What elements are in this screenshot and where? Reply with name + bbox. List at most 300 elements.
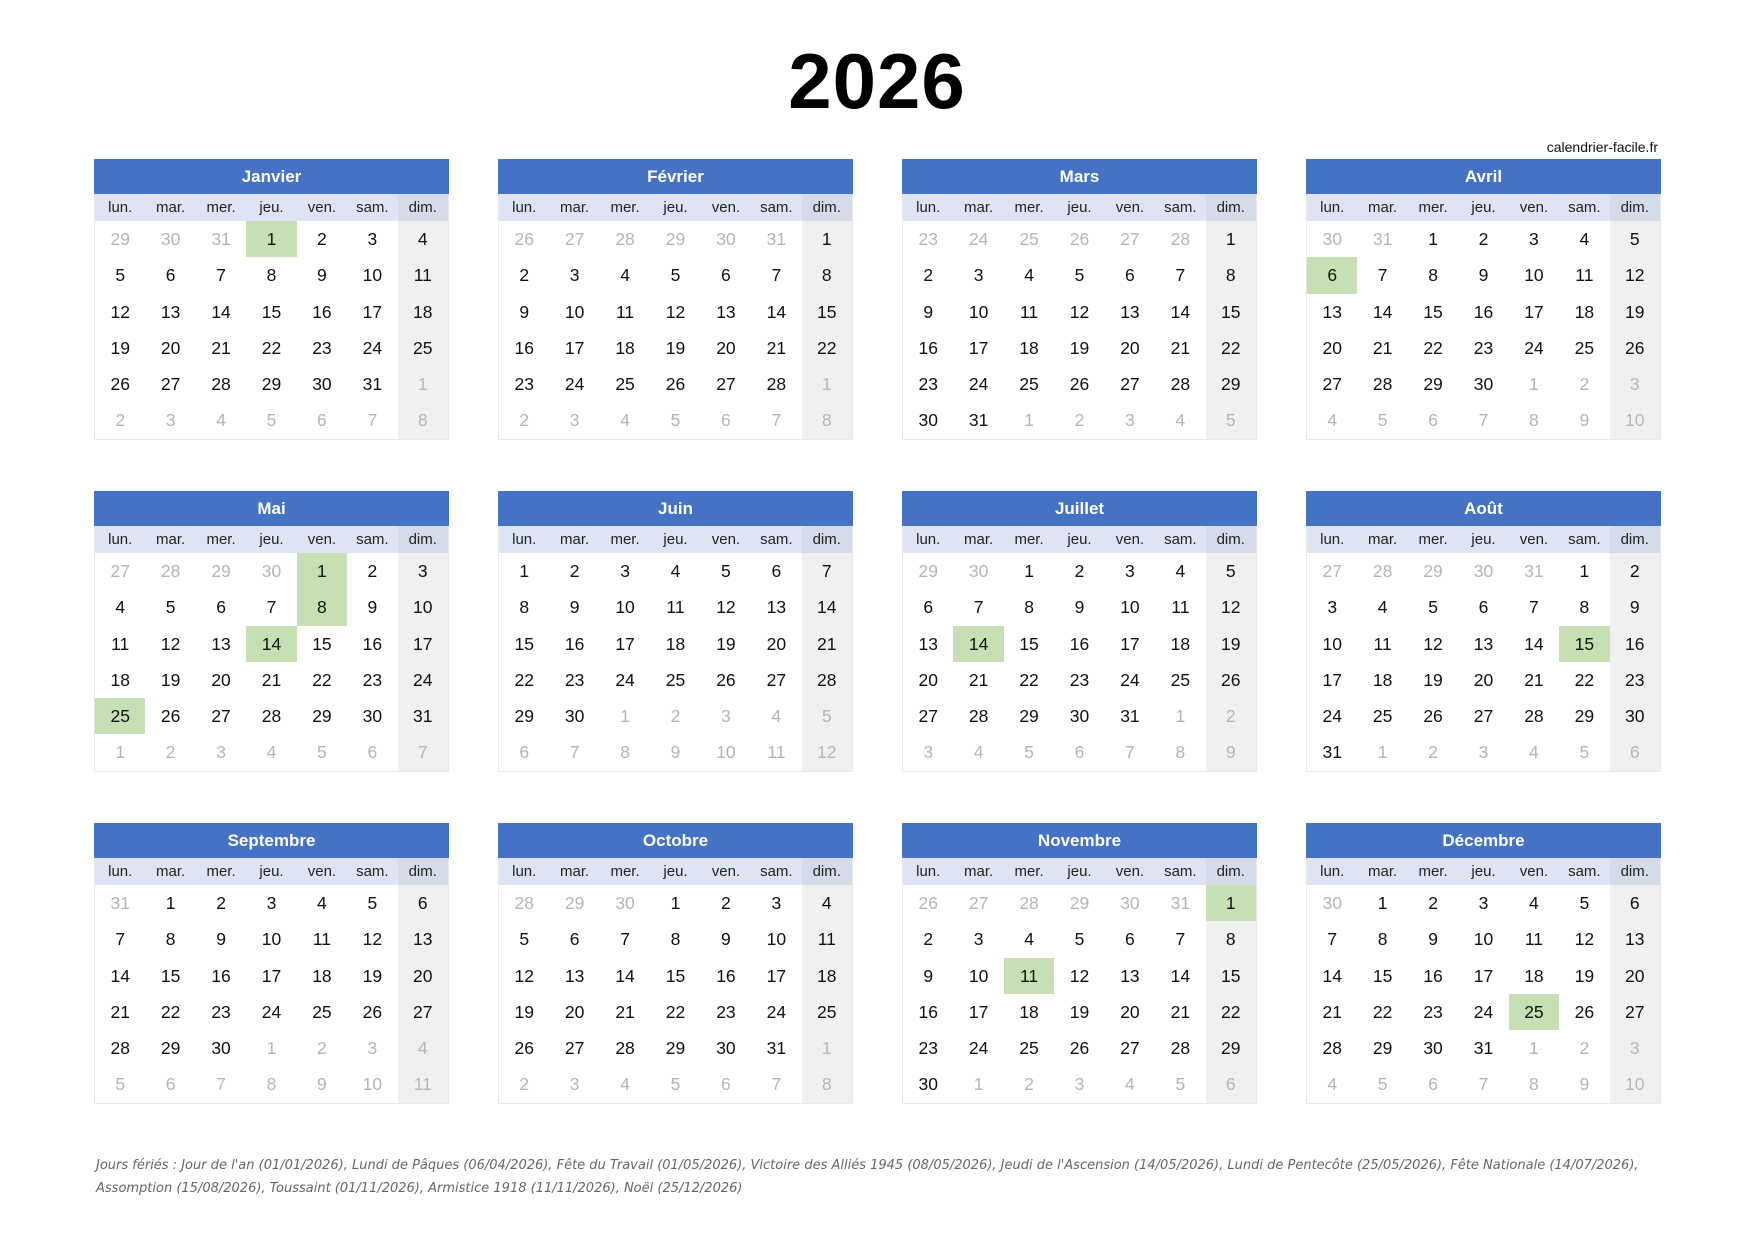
- day-cell: 1: [1206, 221, 1256, 257]
- month-name: Juillet: [902, 491, 1257, 526]
- day-cell: 7: [1377, 265, 1388, 286]
- day-cell: 7: [1175, 265, 1186, 286]
- day-cell: 1: [1428, 229, 1438, 249]
- day-cell: 10: [615, 597, 635, 618]
- day-cell: 16: [211, 965, 231, 986]
- day-cell: 12: [362, 929, 383, 950]
- day-cell: 20: [564, 1001, 585, 1022]
- day-cell: 28: [1170, 1038, 1191, 1059]
- weekday-header: ven.: [1105, 194, 1155, 221]
- day-cell-other-month: 4: [398, 1030, 448, 1066]
- day-cell: 2: [367, 561, 378, 581]
- day-cell-other-month: 1: [398, 366, 448, 402]
- day-cell: 2: [1610, 553, 1660, 589]
- weekday-header: sam.: [347, 526, 397, 553]
- day-cell: 9: [1428, 929, 1438, 950]
- day-cell: 13: [211, 633, 231, 654]
- day-cell: 25: [665, 669, 686, 690]
- day-cell-other-month: 7: [1478, 410, 1489, 431]
- day-cell-other-month: 1: [620, 706, 630, 727]
- day-cell: 29: [1019, 706, 1039, 727]
- weekday-header: dim.: [1610, 858, 1660, 885]
- day-cell: 8: [1579, 597, 1590, 618]
- day-cell: 11: [312, 929, 331, 950]
- day-cell: 12: [110, 301, 130, 322]
- day-cell-other-month: 27: [1120, 229, 1140, 249]
- day-cell: 8: [266, 265, 277, 286]
- day-cell: 21: [802, 626, 852, 662]
- month-name: Août: [1306, 491, 1661, 526]
- day-cell-other-month: 7: [398, 734, 448, 770]
- day-cell: 2: [1074, 561, 1085, 581]
- day-cell: 8: [1024, 597, 1034, 618]
- weekday-header: sam.: [1559, 858, 1609, 885]
- day-cell: 9: [923, 965, 934, 986]
- day-cell: 3: [398, 553, 448, 589]
- day-cell: 21: [766, 337, 787, 358]
- day-cell: 22: [261, 337, 282, 358]
- day-cell: 13: [1322, 301, 1342, 322]
- day-cell: 14: [802, 589, 852, 625]
- day-cell: 12: [1423, 633, 1443, 654]
- day-cell-other-month: 29: [211, 561, 231, 581]
- day-cell-other-month: 8: [1175, 742, 1186, 763]
- month-name: Octobre: [498, 823, 853, 858]
- day-cell: 4: [398, 221, 448, 257]
- day-cell-other-month: 31: [766, 229, 787, 249]
- month-name: Janvier: [94, 159, 449, 194]
- day-cell-other-month: 27: [564, 229, 585, 249]
- day-cell: 3: [973, 929, 984, 950]
- day-cell-other-month: 6: [1206, 1066, 1256, 1102]
- weekday-header: mer.: [196, 526, 246, 553]
- month-11: [902, 823, 1257, 1104]
- day-cell: 25: [802, 994, 852, 1030]
- month-2: [498, 159, 853, 440]
- day-cell: 15: [160, 965, 181, 986]
- weekday-header: sam.: [751, 194, 801, 221]
- weekday-header: mer.: [1004, 858, 1054, 885]
- day-cell: 16: [716, 965, 736, 986]
- weekday-header: mar.: [1357, 526, 1407, 553]
- weekday-header: sam.: [1559, 194, 1609, 221]
- weekday-header: ven.: [701, 194, 751, 221]
- weekday-header: mer.: [196, 858, 246, 885]
- day-cell: 23: [918, 1038, 938, 1059]
- day-cell: 15: [802, 294, 852, 330]
- month-name: Mai: [94, 491, 449, 526]
- day-cell-other-month: 26: [1069, 229, 1090, 249]
- day-cell: 31: [1322, 742, 1342, 763]
- weekday-header: jeu.: [1458, 194, 1508, 221]
- day-cell: 4: [802, 885, 852, 921]
- weekday-header: mer.: [1408, 526, 1458, 553]
- month-name: Novembre: [902, 823, 1257, 858]
- day-cell-other-month: 28: [615, 229, 635, 249]
- day-cell-other-month: 1: [973, 1074, 984, 1095]
- day-cell-other-month: 9: [1206, 734, 1256, 770]
- day-cell-other-month: 1: [802, 366, 852, 402]
- day-cell-other-month: 3: [923, 742, 934, 763]
- day-cell: 16: [918, 337, 938, 358]
- day-cell-other-month: 8: [1529, 1074, 1539, 1095]
- day-cell: 25: [1170, 669, 1191, 690]
- day-cell: 15: [1206, 294, 1256, 330]
- weekday-header: mer.: [1408, 194, 1458, 221]
- day-cell: 26: [1069, 374, 1090, 395]
- day-cell: 4: [670, 561, 681, 581]
- day-cell: 13: [716, 301, 736, 322]
- weekday-header: jeu.: [246, 858, 296, 885]
- day-cell: 23: [1610, 662, 1660, 698]
- day-cell: 14: [615, 965, 635, 986]
- day-cell: 10: [362, 265, 383, 286]
- weekday-header: dim.: [802, 194, 852, 221]
- day-cell: 24: [261, 1001, 282, 1022]
- day-cell: 28: [1170, 374, 1191, 395]
- day-cell: 15: [514, 633, 534, 654]
- month-grid: [1306, 858, 1661, 1104]
- day-cell-other-month: 4: [973, 742, 984, 763]
- day-cell: 2: [1428, 893, 1438, 913]
- weekday-header: jeu.: [1054, 526, 1104, 553]
- day-cell: 6: [216, 597, 226, 618]
- weekday-header: ven.: [1105, 858, 1155, 885]
- day-cell: 24: [1524, 337, 1544, 358]
- day-cell-other-month: 23: [918, 229, 938, 249]
- day-cell: 5: [1610, 221, 1660, 257]
- day-cell-other-month: 6: [1610, 734, 1660, 770]
- day-cell: 27: [716, 374, 736, 395]
- day-cell-other-month: 3: [1610, 366, 1660, 402]
- day-cell-other-month: 28: [160, 561, 181, 581]
- day-cell: 9: [216, 929, 226, 950]
- month-name: Décembre: [1306, 823, 1661, 858]
- day-cell: 7: [620, 929, 630, 950]
- day-cell: 30: [918, 1074, 938, 1095]
- day-cell: 19: [1574, 965, 1595, 986]
- day-cell: 22: [1019, 669, 1039, 690]
- day-cell: 29: [312, 706, 332, 727]
- day-cell: 17: [362, 301, 383, 322]
- day-cell: 21: [211, 337, 231, 358]
- day-cell: 6: [398, 885, 448, 921]
- day-cell-other-month: 4: [771, 706, 782, 727]
- day-cell-other-month: 5: [1377, 410, 1388, 431]
- day-cell-other-month: 8: [1529, 410, 1539, 431]
- day-cell-other-month: 2: [165, 742, 176, 763]
- day-cell: 11: [615, 301, 635, 322]
- day-cell: 9: [1610, 589, 1660, 625]
- day-cell: 24: [615, 669, 635, 690]
- day-cell: 16: [1069, 633, 1090, 654]
- day-cell-holiday: 1: [297, 553, 347, 589]
- day-cell: 5: [1074, 929, 1085, 950]
- day-cell: 13: [564, 965, 585, 986]
- day-cell-other-month: 29: [665, 229, 686, 249]
- day-cell: 3: [1529, 229, 1539, 249]
- day-cell: 2: [721, 893, 731, 913]
- weekday-header: sam.: [751, 526, 801, 553]
- day-cell: 13: [918, 633, 938, 654]
- weekday-header: mer.: [600, 858, 650, 885]
- day-cell-holiday: 1: [246, 221, 296, 257]
- weekday-header: ven.: [1105, 526, 1155, 553]
- day-cell: 4: [1377, 597, 1388, 618]
- day-cell: 28: [802, 662, 852, 698]
- day-cell: 28: [1322, 1038, 1342, 1059]
- day-cell: 21: [1524, 669, 1544, 690]
- weekday-header: sam.: [347, 194, 397, 221]
- weekday-header: mar.: [145, 194, 195, 221]
- day-cell: 16: [312, 301, 332, 322]
- day-cell-other-month: 4: [620, 410, 630, 431]
- day-cell: 22: [1372, 1001, 1393, 1022]
- day-cell-other-month: 1: [115, 742, 126, 763]
- weekday-header: mar.: [549, 194, 599, 221]
- day-cell: 13: [766, 597, 787, 618]
- day-cell: 24: [1322, 706, 1342, 727]
- day-cell-other-month: 9: [1579, 1074, 1590, 1095]
- day-cell: 14: [766, 301, 787, 322]
- day-cell: 29: [1574, 706, 1595, 727]
- day-cell: 26: [1423, 706, 1443, 727]
- day-cell-holiday: 14: [246, 626, 296, 662]
- day-cell: 5: [1074, 265, 1085, 286]
- day-cell: 18: [1574, 301, 1595, 322]
- day-cell: 30: [1473, 374, 1494, 395]
- day-cell: 25: [1019, 374, 1039, 395]
- day-cell: 31: [398, 698, 448, 734]
- day-cell: 6: [923, 597, 934, 618]
- day-cell: 16: [564, 633, 585, 654]
- day-cell: 13: [1610, 921, 1660, 957]
- month-10: [498, 823, 853, 1104]
- day-cell: 30: [362, 706, 383, 727]
- day-cell-other-month: 1: [266, 1038, 277, 1059]
- month-grid: [1306, 526, 1661, 772]
- weekday-header: lun.: [1307, 194, 1357, 221]
- day-cell: 21: [1170, 337, 1191, 358]
- day-cell-other-month: 8: [802, 1066, 852, 1102]
- day-cell: 18: [1372, 669, 1393, 690]
- day-cell: 31: [968, 410, 989, 431]
- day-cell: 4: [1579, 229, 1590, 249]
- day-cell-other-month: 30: [261, 561, 282, 581]
- day-cell: 15: [312, 633, 332, 654]
- weekday-header: mer.: [600, 194, 650, 221]
- day-cell-other-month: 1: [1175, 706, 1186, 727]
- day-cell: 4: [1175, 561, 1186, 581]
- weekday-header: ven.: [297, 858, 347, 885]
- weekday-header: ven.: [1509, 526, 1559, 553]
- weekday-header: mer.: [1408, 858, 1458, 885]
- day-cell: 5: [670, 265, 681, 286]
- day-cell-other-month: 29: [110, 229, 130, 249]
- day-cell: 9: [721, 929, 731, 950]
- day-cell-other-month: 31: [1524, 561, 1544, 581]
- day-cell: 9: [317, 265, 327, 286]
- day-cell: 18: [1524, 965, 1544, 986]
- day-cell: 10: [968, 301, 989, 322]
- day-cell: 30: [564, 706, 585, 727]
- day-cell: 29: [261, 374, 282, 395]
- day-cell-other-month: 7: [367, 410, 378, 431]
- day-cell: 19: [362, 965, 383, 986]
- day-cell: 29: [1423, 374, 1443, 395]
- day-cell: 6: [1125, 929, 1135, 950]
- weekday-header: lun.: [903, 526, 953, 553]
- weekday-header: dim.: [398, 194, 448, 221]
- day-cell-other-month: 30: [1322, 229, 1342, 249]
- day-cell: 28: [1372, 374, 1393, 395]
- day-cell: 31: [1120, 706, 1140, 727]
- day-cell-other-month: 25: [1019, 229, 1039, 249]
- day-cell-other-month: 9: [670, 742, 681, 763]
- day-cell: 11: [1373, 633, 1392, 654]
- day-cell-other-month: 27: [968, 893, 989, 913]
- weekday-header: jeu.: [650, 194, 700, 221]
- day-cell: 28: [211, 374, 231, 395]
- day-cell: 19: [1069, 1001, 1090, 1022]
- day-cell: 28: [261, 706, 282, 727]
- day-cell: 24: [1473, 1001, 1494, 1022]
- day-cell: 26: [110, 374, 130, 395]
- day-cell: 25: [312, 1001, 332, 1022]
- day-cell-other-month: 6: [721, 1074, 731, 1095]
- month-3: [902, 159, 1257, 440]
- day-cell: 31: [766, 1038, 787, 1059]
- day-cell-other-month: 2: [519, 1074, 530, 1095]
- day-cell-other-month: 3: [569, 410, 580, 431]
- day-cell: 2: [216, 893, 226, 913]
- day-cell: 30: [1423, 1038, 1443, 1059]
- day-cell: 27: [160, 374, 181, 395]
- day-cell: 5: [1206, 553, 1256, 589]
- day-cell: 23: [564, 669, 585, 690]
- day-cell: 26: [665, 374, 686, 395]
- day-cell: 14: [1170, 301, 1191, 322]
- day-cell: 14: [1372, 301, 1393, 322]
- weekday-header: lun.: [1307, 526, 1357, 553]
- day-cell: 27: [398, 994, 448, 1030]
- day-cell: 15: [1019, 633, 1039, 654]
- day-cell: 12: [1610, 257, 1660, 293]
- day-cell: 6: [165, 265, 176, 286]
- day-cell-other-month: 6: [1074, 742, 1085, 763]
- day-cell-other-month: 10: [716, 742, 736, 763]
- day-cell: 12: [160, 633, 181, 654]
- day-cell-other-month: 5: [670, 1074, 681, 1095]
- day-cell: 21: [615, 1001, 635, 1022]
- day-cell: 19: [110, 337, 130, 358]
- day-cell: 31: [1473, 1038, 1494, 1059]
- day-cell: 2: [923, 265, 934, 286]
- weekday-header: lun.: [95, 194, 145, 221]
- day-cell: 5: [1428, 597, 1438, 618]
- day-cell: 26: [716, 669, 736, 690]
- day-cell: 18: [1170, 633, 1191, 654]
- day-cell: 24: [362, 337, 383, 358]
- day-cell: 18: [665, 633, 686, 654]
- day-cell: 10: [968, 965, 989, 986]
- day-cell: 2: [519, 265, 530, 286]
- day-cell: 12: [1069, 301, 1090, 322]
- day-cell-other-month: 8: [398, 402, 448, 438]
- day-cell: 16: [514, 337, 534, 358]
- day-cell-other-month: 6: [1428, 1074, 1438, 1095]
- weekday-header: sam.: [751, 858, 801, 885]
- day-cell: 31: [362, 374, 383, 395]
- day-cell: 11: [666, 597, 685, 618]
- day-cell: 17: [968, 337, 989, 358]
- day-cell-other-month: 1: [1024, 410, 1034, 431]
- day-cell-other-month: 5: [802, 698, 852, 734]
- day-cell: 20: [766, 633, 787, 654]
- day-cell: 21: [968, 669, 989, 690]
- day-cell-other-month: 5: [317, 742, 327, 763]
- day-cell-other-month: 6: [165, 1074, 176, 1095]
- day-cell: 7: [1529, 597, 1539, 618]
- day-cell-holiday: 8: [297, 589, 347, 625]
- day-cell-other-month: 2: [1074, 410, 1085, 431]
- day-cell-other-month: 7: [1478, 1074, 1489, 1095]
- day-cell-other-month: 6: [721, 410, 731, 431]
- weekday-header: sam.: [1559, 526, 1609, 553]
- month-grid: [94, 194, 449, 440]
- day-cell: 29: [665, 1038, 686, 1059]
- day-cell: 6: [1478, 597, 1489, 618]
- day-cell: 27: [1322, 374, 1342, 395]
- day-cell: 25: [1574, 337, 1595, 358]
- weekday-header: jeu.: [246, 526, 296, 553]
- day-cell: 22: [1574, 669, 1595, 690]
- day-cell: 10: [1322, 633, 1342, 654]
- day-cell: 9: [1074, 597, 1085, 618]
- weekday-header: lun.: [903, 194, 953, 221]
- day-cell: 27: [918, 706, 938, 727]
- weekday-header: lun.: [499, 194, 549, 221]
- day-cell: 20: [1120, 337, 1140, 358]
- day-cell: 7: [216, 265, 226, 286]
- day-cell: 4: [1529, 893, 1539, 913]
- day-cell-other-month: 4: [1327, 1074, 1338, 1095]
- day-cell-other-month: 8: [266, 1074, 277, 1095]
- day-cell: 21: [1322, 1001, 1342, 1022]
- weekday-header: lun.: [903, 858, 953, 885]
- day-cell: 12: [1206, 589, 1256, 625]
- day-cell: 30: [1610, 698, 1660, 734]
- day-cell: 6: [721, 265, 731, 286]
- day-cell: 23: [918, 374, 938, 395]
- day-cell: 9: [923, 301, 934, 322]
- holidays-footer: Jours fériés : Jour de l'an (01/01/2026), Lundi de Pâques (06/04/2026), Fête du Travail (01/05/2026), Victoire des Alliés 1945 (08/05/2026), Jeudi de l'Ascension (14/05/2026), Lundi de Pentecôte (25/05/2026), Fête Nationale (14/07/2026), Assomption (15/08/2026), Toussaint (01/11/2026), Armistice 1918 (11/11/2026), Noël (25/12/2026): [96, 1158, 1639, 1196]
- day-cell: 7: [1327, 929, 1338, 950]
- day-cell-other-month: 7: [771, 1074, 782, 1095]
- day-cell: 11: [802, 921, 852, 957]
- day-cell: 19: [1206, 626, 1256, 662]
- weekday-header: mer.: [1004, 526, 1054, 553]
- month-12: [1306, 823, 1661, 1104]
- day-cell: 27: [1610, 994, 1660, 1030]
- day-cell: 23: [1423, 1001, 1443, 1022]
- day-cell: 4: [620, 265, 630, 286]
- day-cell: 13: [160, 301, 181, 322]
- day-cell: 23: [716, 1001, 736, 1022]
- weekday-header: ven.: [1509, 858, 1559, 885]
- month-name: Février: [498, 159, 853, 194]
- day-cell-other-month: 2: [115, 410, 126, 431]
